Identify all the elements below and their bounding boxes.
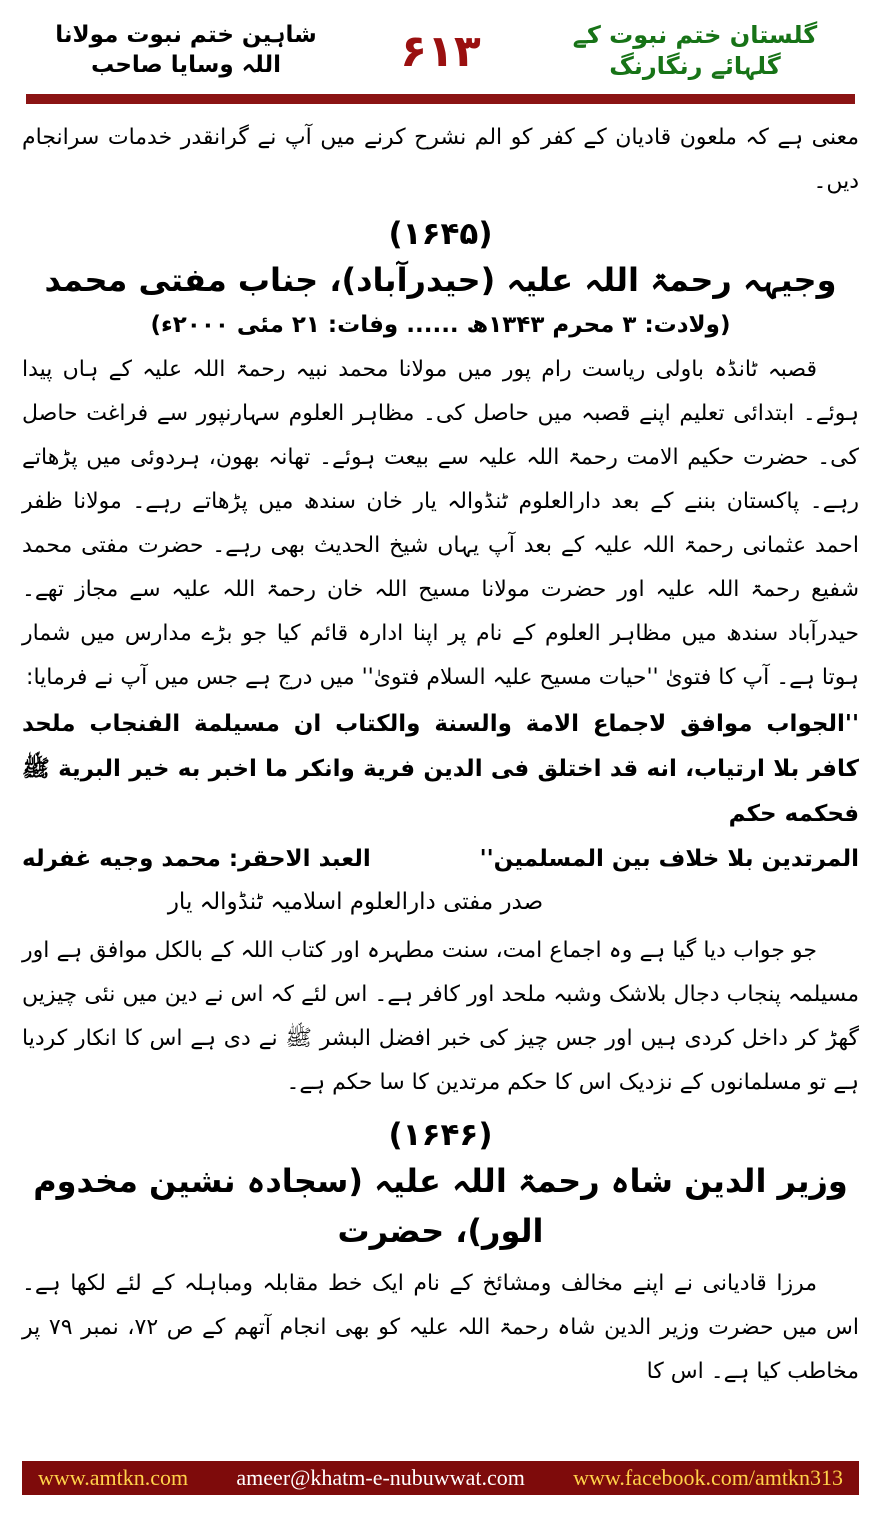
header-rule <box>26 94 855 104</box>
page-header <box>22 14 859 94</box>
footer-facebook-link[interactable]: www.facebook.com/amtkn313 <box>573 1465 843 1490</box>
entry1-dates: (ولادت: ۳ محرم ۱۳۴۳ھ ...... وفات: ۲۱ مئی ۲۰۰۰ء) <box>150 311 731 338</box>
page-number: ۶۱۳ <box>400 25 481 77</box>
fatwa-signature-urdu: صدر مفتی دارالعلوم اسلامیہ ٹنڈوالہ یار <box>167 889 544 916</box>
entry2-number: (۱۶۴۶) <box>388 1117 493 1154</box>
intro-paragraph: معنی ہے کہ ملعون قادیان کے کفر کو الم نشرح کرنے میں آپ نے گرانقدر خدمات سرانجام دیں۔ <box>22 125 859 195</box>
fatwa-signature-arabic: العبد الاحقر: محمد وجيه غفرله <box>22 845 371 872</box>
entry1-biography-paragraph: قصبہ ٹانڈہ باولی ریاست رام پور میں مولانا محمد نبیہ رحمۃ اللہ علیہ کے ہاں پیدا ہوئے۔ ابتدائی تعلیم اپنے قصبہ میں حاصل کی۔ مظاہر العلوم سہارنپور سے فراغت حاصل کی۔ حضرت حکیم الامت رحمۃ اللہ علیہ سے بیعت ہوئے۔ تھانہ بھون، ہردوئی میں پڑھاتے رہے۔ پاکستان بننے کے بعد دارالعلوم ٹنڈوالہ یار خان سندھ میں پڑھاتے رہے۔ مولانا ظفر احمد عثمانی رحمۃ اللہ علیہ کے بعد آپ یہاں شیخ الحدیث بھی رہے۔ حضرت مفتی محمد شفیع رحمۃ اللہ علیہ اور حضرت مولانا مسیح اللہ خان رحمۃ اللہ علیہ سے مجاز تھے۔ حیدرآباد سندھ میں مظاہر العلوم کے نام پر اپنا ادارہ قائم کیا جو بڑے مدارس میں شمار ہوتا ہے۔ آپ کا فتویٰ ''حیات مسیح علیہ السلام فتویٰ'' میں درج ہے جس میں آپ نے فرمایا: <box>22 356 859 690</box>
footer-email-link[interactable]: ameer@khatm-e-nubuwwat.com <box>236 1465 525 1490</box>
entry1-fatwa-last-row <box>22 837 859 882</box>
book-title-left: شاہین ختم نبوت مولانا اللہ وسایا صاحب <box>55 22 317 79</box>
entry1-number: (۱۶۴۵) <box>388 216 493 253</box>
footer-website-link[interactable]: www.amtkn.com <box>38 1465 189 1490</box>
entry1-commentary-paragraph: جو جواب دیا گیا ہے وہ اجماع امت، سنت مطہرہ اور کتاب اللہ کے بالکل موافق ہے اور مسیلمہ پنجاب دجال بلاشک وشبہ ملحد اور کافر ہے۔ اس لئے کہ اس نے دین میں نئی چیزیں گھڑ کر داخل کردی ہیں اور جس چیز کی خبر افضل البشر ﷺ نے دی ہے اس کا انکار کردیا ہے تو مسلمانوں کے نزدیک اس کا حکم مرتدین کا سا حکم ہے۔ <box>22 938 859 1096</box>
entry2-title: وزیر الدین شاہ رحمۃ اللہ علیہ (سجادہ نشین مخدوم الور)، حضرت <box>33 1162 848 1250</box>
footer-bar <box>22 1461 859 1495</box>
entry2-paragraph: مرزا قادیانی نے اپنے مخالف ومشائخ کے نام ایک خط مقابلہ ومباہلہ کے لئے لکھا ہے۔ اس میں حضرت وزیر الدین شاہ رحمۃ اللہ علیہ کو بھی انجام آتھم کے ص ۷۲، نمبر ۷۹ پر مخاطب کیا ہے۔ اس کا <box>22 1271 859 1385</box>
fatwa-last-line: المرتدين بلا خلاف بين المسلمين'' <box>479 845 859 872</box>
book-title-right: گلستان ختم نبوت کے گلہائے رنگارنگ <box>572 21 818 81</box>
entry1-title: وجیہہ رحمۃ اللہ علیہ (حیدرآباد)، جناب مفتی محمد <box>44 261 837 300</box>
entry1-fatwa-arabic: ''الجواب موافق لاجماع الامة والسنة والكتاب ان مسيلمة الفنجاب ملحد كافر بلا ارتياب، انه قد اختلق فى الدين فرية وانكر ما اخبر به خير البرية ﷺ فحكمه حكم <box>22 710 859 827</box>
